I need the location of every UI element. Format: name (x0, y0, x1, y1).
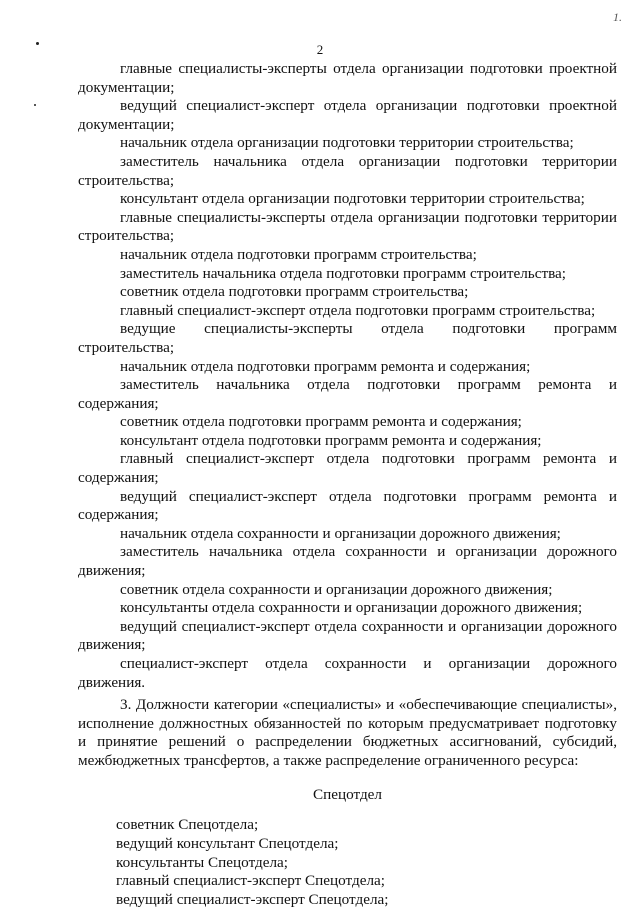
list-item: консультанты Спецотдела; (116, 853, 289, 871)
list-item: ведущий специалист-эксперт Спецотдела; (116, 890, 389, 908)
corner-mark: 1. (613, 10, 622, 24)
list-item: главный специалист-эксперт отдела подготовки программ ремонта и содержания; (78, 450, 617, 487)
list-item: советник отдела подготовки программ ремонта и содержания; (120, 413, 522, 431)
list-item: главные специалисты-эксперты отдела организации подготовки территории строительства; (78, 208, 617, 245)
scan-dot (34, 104, 36, 106)
list-item: консультант отдела организации подготовки территории строительства; (120, 190, 585, 208)
list-item: ведущий специалист-эксперт отдела сохранности и организации дорожного движения; (78, 617, 617, 654)
list-item: начальник отдела подготовки программ строительства; (120, 245, 477, 263)
list-item: консультант отдела подготовки программ ремонта и содержания; (120, 431, 542, 449)
list-item: советник отдела подготовки программ строительства; (120, 283, 469, 301)
list-item: главные специалисты-эксперты отдела организации подготовки проектной документации; (78, 60, 617, 96)
section-3-paragraph: 3. Должности категории «специалисты» и «обеспечивающие специалисты», исполнение должностных обязанностей по которым предусматривает подготовку и принятие решений о распределении бюджетных ассигнований, субсидий, межбюджетных трансфертов, а также распределение ограниченного ресурса: (78, 696, 617, 769)
list-item: главный специалист-эксперт Спецотдела; (116, 872, 386, 890)
list-item: ведущий консультант Спецотдела; (116, 834, 339, 852)
list-item: ведущий специалист-эксперт отдела подготовки программ ремонта и содержания; (78, 487, 617, 524)
list-item: заместитель начальника отдела подготовки программ ремонта и содержания; (78, 376, 617, 412)
list-item: заместитель начальника отдела подготовки программ строительства; (120, 264, 567, 282)
list-item: консультанты отдела сохранности и организации дорожного движения; (120, 599, 583, 617)
list-item: начальник отдела сохранности и организации дорожного движения; (120, 524, 561, 542)
list-item: начальник отдела подготовки программ ремонта и содержания; (120, 357, 531, 375)
section-heading: Спецотдел (312, 785, 382, 803)
list-item: ведущий специалист-эксперт отдела организации подготовки проектной документации; (78, 97, 617, 133)
page-number: 2 (316, 42, 324, 57)
list-item: ведущие специалисты-эксперты отдела подготовки программ строительства; (78, 320, 617, 356)
list-item: заместитель начальника отдела сохранности и организации дорожного движения; (78, 543, 617, 580)
list-item: заместитель начальника отдела организации подготовки территории строительства; (78, 152, 617, 189)
list-item: специалист-эксперт отдела сохранности и организации дорожного движения. (78, 655, 617, 691)
document-body (78, 60, 617, 909)
list-item: советник Спецотдела; (116, 816, 259, 834)
position-list (116, 816, 617, 909)
list-item: советник отдела сохранности и организации дорожного движения; (120, 580, 553, 598)
list-item: главный специалист-эксперт отдела подготовки программ строительства; (120, 301, 596, 319)
list-item: начальник отдела организации подготовки территории строительства; (120, 134, 574, 152)
